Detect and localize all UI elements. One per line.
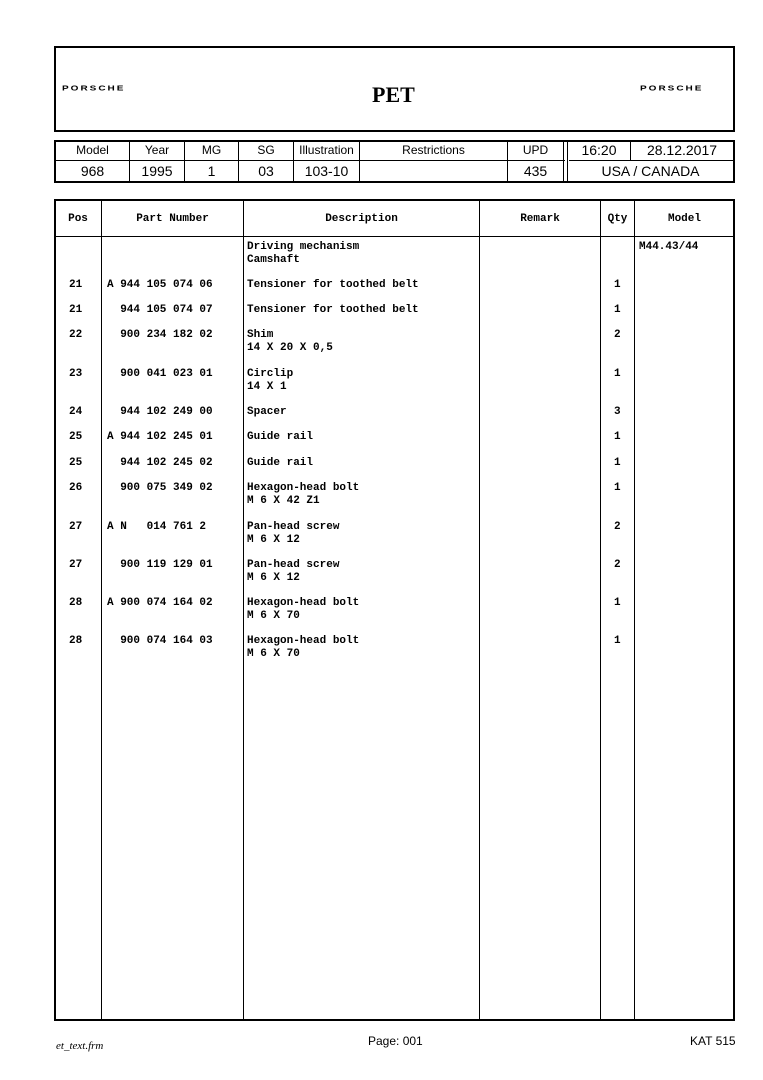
row-description: Guide rail (247, 457, 314, 469)
row-part-number: A 944 105 074 06 (107, 279, 213, 291)
footer-page-number: Page: 001 (368, 1034, 423, 1048)
info-header-year: Year (144, 143, 170, 157)
row-pos: 26 (69, 482, 83, 494)
row-qty: 1 (614, 635, 621, 647)
row-description-detail: M 6 X 70 (247, 610, 300, 622)
row-description-detail: M 6 X 42 Z1 (247, 495, 320, 507)
row-description: Pan-head screw (247, 559, 340, 571)
column-header-model: Model (667, 213, 701, 225)
page-title: PET (372, 82, 415, 107)
info-value-mg: 1 (207, 163, 216, 179)
footer-form-name: et_text.frm (56, 1040, 104, 1052)
row-qty: 2 (614, 329, 621, 341)
row-qty: 1 (614, 597, 621, 609)
row-part-number: A N 014 761 2 (107, 521, 207, 533)
row-pos: 28 (69, 635, 83, 647)
table-header-divider (55, 236, 734, 237)
row-pos: 24 (69, 406, 83, 418)
row-part-number: 900 234 182 02 (107, 329, 213, 341)
info-value-upd: 435 (523, 163, 548, 179)
row-part-number: 900 041 023 01 (107, 368, 213, 380)
row-pos: 27 (69, 521, 83, 533)
column-header-pos: Pos (68, 213, 88, 225)
row-pos: 22 (69, 329, 83, 341)
row-part-number: A 944 102 245 01 (107, 431, 213, 443)
info-header-model: Model (76, 143, 109, 157)
row-qty: 1 (614, 482, 621, 494)
footer-catalog: KAT 515 (690, 1034, 736, 1048)
row-description-detail: M 6 X 12 (247, 534, 300, 546)
row-description-detail: 14 X 1 (247, 381, 287, 393)
row-description: Pan-head screw (247, 521, 340, 533)
row-description-detail: 14 X 20 X 0,5 (247, 342, 333, 354)
info-header-illustration: Illustration (299, 143, 354, 157)
row-pos: 25 (69, 457, 83, 469)
row-qty: 1 (614, 457, 621, 469)
row-description: Hexagon-head bolt (247, 635, 360, 647)
info-divider (55, 160, 565, 161)
row-pos: 21 (69, 304, 83, 316)
row-qty: 1 (614, 304, 621, 316)
row-qty: 2 (614, 521, 621, 533)
row-part-number: 900 119 129 01 (107, 559, 213, 571)
porsche-logo-left: PORSCHE (62, 84, 126, 93)
info-time: 16:20 (581, 142, 617, 158)
row-pos: 23 (69, 368, 83, 380)
column-header-remark: Remark (520, 213, 560, 225)
info-header-restrictions: Restrictions (402, 143, 465, 157)
parts-table (54, 199, 735, 1021)
row-description: Hexagon-head bolt (247, 597, 360, 609)
info-value-model: 968 (80, 163, 105, 179)
row-description: Tensioner for toothed belt (247, 304, 419, 316)
row-qty: 1 (614, 368, 621, 380)
row-part-number: 944 102 249 00 (107, 406, 213, 418)
row-description: Tensioner for toothed belt (247, 279, 419, 291)
row-description: Hexagon-head bolt (247, 482, 360, 494)
row-description: Spacer (247, 406, 287, 418)
column-header-qty: Qty (607, 213, 628, 225)
info-header-upd: UPD (522, 143, 549, 157)
row-pos: 27 (69, 559, 83, 571)
row-qty: 2 (614, 559, 621, 571)
row-qty: 1 (614, 279, 621, 291)
row-description-detail: M 6 X 12 (247, 572, 300, 584)
info-value-region: USA / CANADA (601, 163, 700, 179)
row-pos: 25 (69, 431, 83, 443)
column-header-part-number: Part Number (136, 213, 209, 225)
row-part-number: 900 074 164 03 (107, 635, 213, 647)
row-description: Circlip (247, 368, 294, 380)
row-part-number: 944 102 245 02 (107, 457, 213, 469)
row-description: Shim (247, 329, 274, 341)
info-header-sg: SG (257, 143, 275, 157)
info-value-illustration: 103-10 (304, 163, 349, 179)
info-value-sg: 03 (258, 163, 274, 179)
group-model: M44.43/44 (639, 241, 699, 253)
column-header-description: Description (325, 213, 398, 225)
row-qty: 1 (614, 431, 621, 443)
info-header-mg: MG (201, 143, 222, 157)
group-description-2: Camshaft (247, 254, 300, 266)
info-divider-right (569, 160, 734, 161)
row-qty: 3 (614, 406, 621, 418)
info-date: 28.12.2017 (646, 142, 718, 158)
row-description: Guide rail (247, 431, 314, 443)
row-part-number: 900 075 349 02 (107, 482, 213, 494)
group-description-1: Driving mechanism (247, 241, 360, 253)
row-part-number: A 900 074 164 02 (107, 597, 213, 609)
row-part-number: 944 105 074 07 (107, 304, 213, 316)
row-pos: 28 (69, 597, 83, 609)
row-description-detail: M 6 X 70 (247, 648, 300, 660)
porsche-logo-right: PORSCHE (640, 84, 704, 93)
info-value-year: 1995 (141, 163, 173, 179)
row-pos: 21 (69, 279, 83, 291)
